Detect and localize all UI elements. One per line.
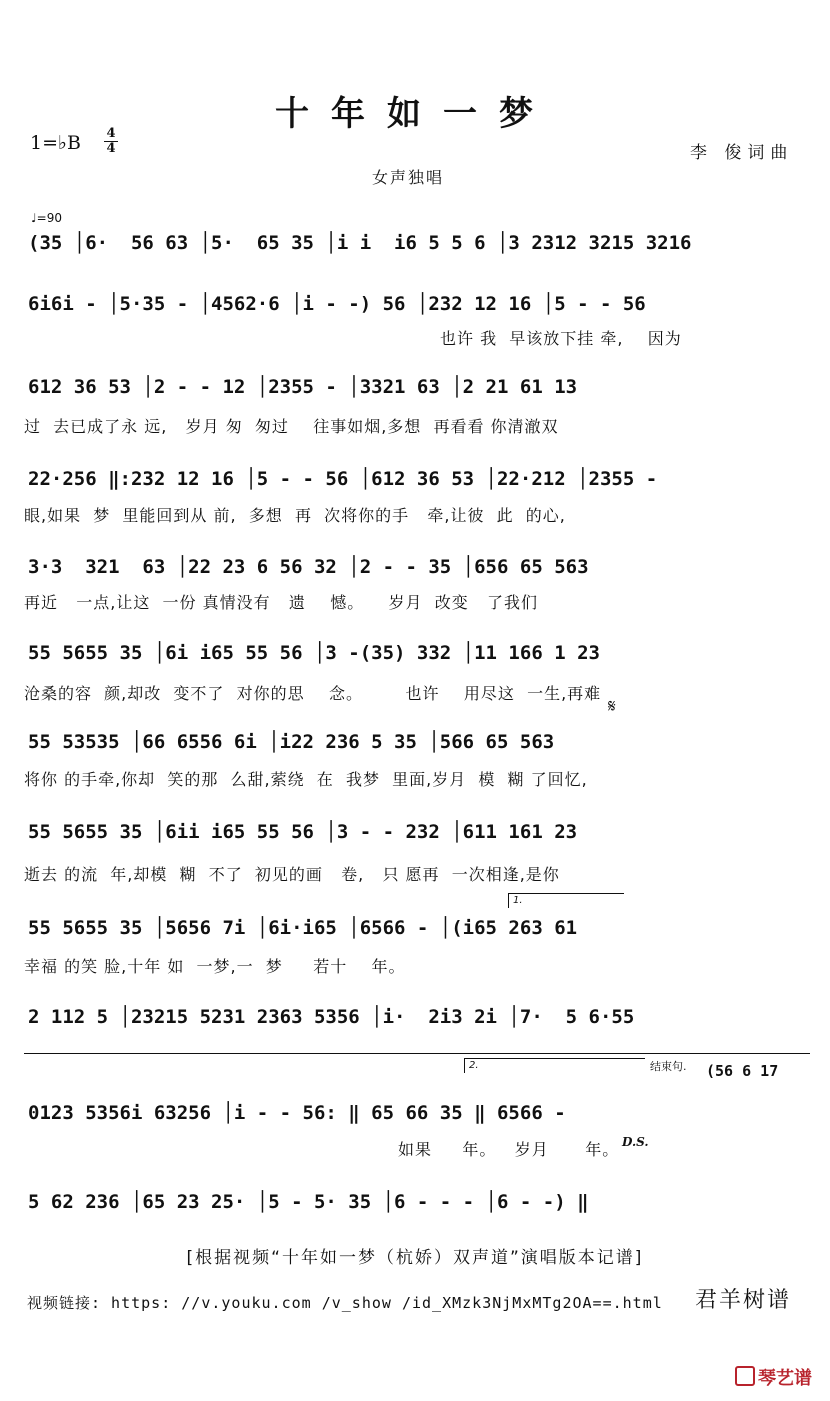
- volta-1-label: 1.: [513, 895, 523, 906]
- segno-sign: 𝄋: [608, 696, 616, 717]
- row-notes: 612 36 53 │2 - - 12 │2355 - │3321 63 │2 21 61 13: [28, 376, 578, 398]
- system-divider: [24, 1053, 810, 1054]
- score-row-1: [24, 226, 810, 260]
- row-notes: (35 │6· 56 63 │5· 65 35 │i i i6 5 5 6 │3 2312 3215 3216: [28, 232, 692, 254]
- source-note: [根据视频“十年如一梦（杭娇）双声道”演唱版本记谱]: [186, 1248, 644, 1268]
- row-notes: 0123 5356i 63256 │i - - 56: ‖ 65 66 35 ‖ 6566 -: [28, 1102, 566, 1124]
- meter-top: 4: [106, 126, 116, 141]
- row-notes: 22·256 ‖:232 12 16 │5 - - 56 │612 36 53 │22·212 │2355 -: [28, 468, 658, 490]
- row-notes: 5 62 236 │65 23 25· │5 - 5· 35 │6 - - - │6 - -) ‖: [28, 1191, 589, 1213]
- row-notes: 55 5655 35 │5656 7i │6i·i65 │6566 - │(i65 263 61: [28, 917, 578, 939]
- score-row-6: [24, 636, 810, 670]
- row-notes: 55 5655 35 │6ii i65 55 56 │3 - - 232 │611 161 23: [28, 821, 578, 843]
- ending-note: 结束句.: [650, 1060, 687, 1073]
- lyric-line-8: 幸福 的笑 脸,十年 如 一梦,一 梦 若十 年。: [24, 957, 406, 976]
- row-notes: 55 5655 35 │6i i65 55 56 │3 -(35) 332 │11 166 1 23: [28, 642, 600, 664]
- score-row-12: [24, 1185, 810, 1219]
- composer-credit: 李 俊词曲: [690, 143, 794, 163]
- score-row-5: [24, 550, 810, 584]
- volta-2-label: 2.: [469, 1060, 479, 1071]
- lyric-line-2: 过 去已成了永 远, 岁月 匆 匆过 往事如烟,多想 再看看 你清澈双: [24, 417, 559, 436]
- ending-notes: (56 6 17: [706, 1062, 779, 1080]
- time-signature: [103, 127, 119, 156]
- lyric-line-9: 如果 年。 岁月 年。: [398, 1140, 620, 1159]
- lyric-line-3: 眼,如果 梦 里能回到从 前, 多想 再 次将你的手 牵,让彼 此 的心,: [24, 506, 566, 525]
- watermark-text: 琴艺谱: [758, 1368, 812, 1389]
- score-row-7: [24, 725, 810, 759]
- score-row-10: [24, 1000, 810, 1034]
- lyric-line-7: 逝去 的流 年,却模 糊 不了 初见的画 卷, 只 愿再 一次相逢,是你: [24, 865, 560, 884]
- volta-2: [464, 1058, 645, 1073]
- ds-marking: D.S.: [622, 1135, 649, 1149]
- meter-bottom: 4: [106, 141, 116, 156]
- score-row-11: [24, 1096, 810, 1130]
- lyric-line-5: 沧桑的容 颜,却改 变不了 对你的思 念。 也许 用尽这 一生,再难: [24, 684, 602, 703]
- voice-type: 女声独唱: [372, 168, 445, 187]
- row-notes: 2 112 5 │23215 5231 2363 5356 │i· 2i3 2i │7· 5 6·55: [28, 1006, 635, 1028]
- row-notes: 6i6i - │5·35 - │4562·6 │i - -) 56 │232 12 16 │5 - - 56: [28, 293, 646, 315]
- score-row-2: [24, 287, 810, 321]
- song-title: 十年如一梦: [275, 94, 555, 134]
- score-row-4: [24, 462, 810, 496]
- score-row-9: [24, 911, 810, 945]
- key-signature: 1=♭B: [30, 132, 81, 154]
- lyric-line-1: 也许 我 早该放下挂 牵, 因为: [440, 329, 682, 348]
- lyric-line-6: 将你 的手牵,你却 笑的那 么甜,萦绕 在 我梦 里面,岁月 模 糊 了回忆,: [24, 770, 588, 789]
- lyric-line-4: 再近 一点,让这 一份 真情没有 遗 憾。 岁月 改变 了我们: [24, 593, 538, 612]
- score-row-3: [24, 370, 810, 404]
- row-notes: 55 53535 │66 6556 6i │i22 236 5 35 │566 65 563: [28, 731, 555, 753]
- video-link: 视频链接: https: //v.youku.com /v_show /id_XMzk3NjMxMTg2OA==.html: [27, 1294, 663, 1312]
- logo-icon: [735, 1366, 755, 1386]
- transcriber-signature: 君羊树谱: [695, 1288, 792, 1313]
- row-notes: 3·3 321 63 │22 23 6 56 32 │2 - - 35 │656 65 563: [28, 556, 589, 578]
- volta-1: [508, 893, 624, 908]
- tempo-marking: ♩=90: [31, 211, 62, 225]
- score-row-8: [24, 815, 810, 849]
- watermark-logo: [735, 1364, 812, 1390]
